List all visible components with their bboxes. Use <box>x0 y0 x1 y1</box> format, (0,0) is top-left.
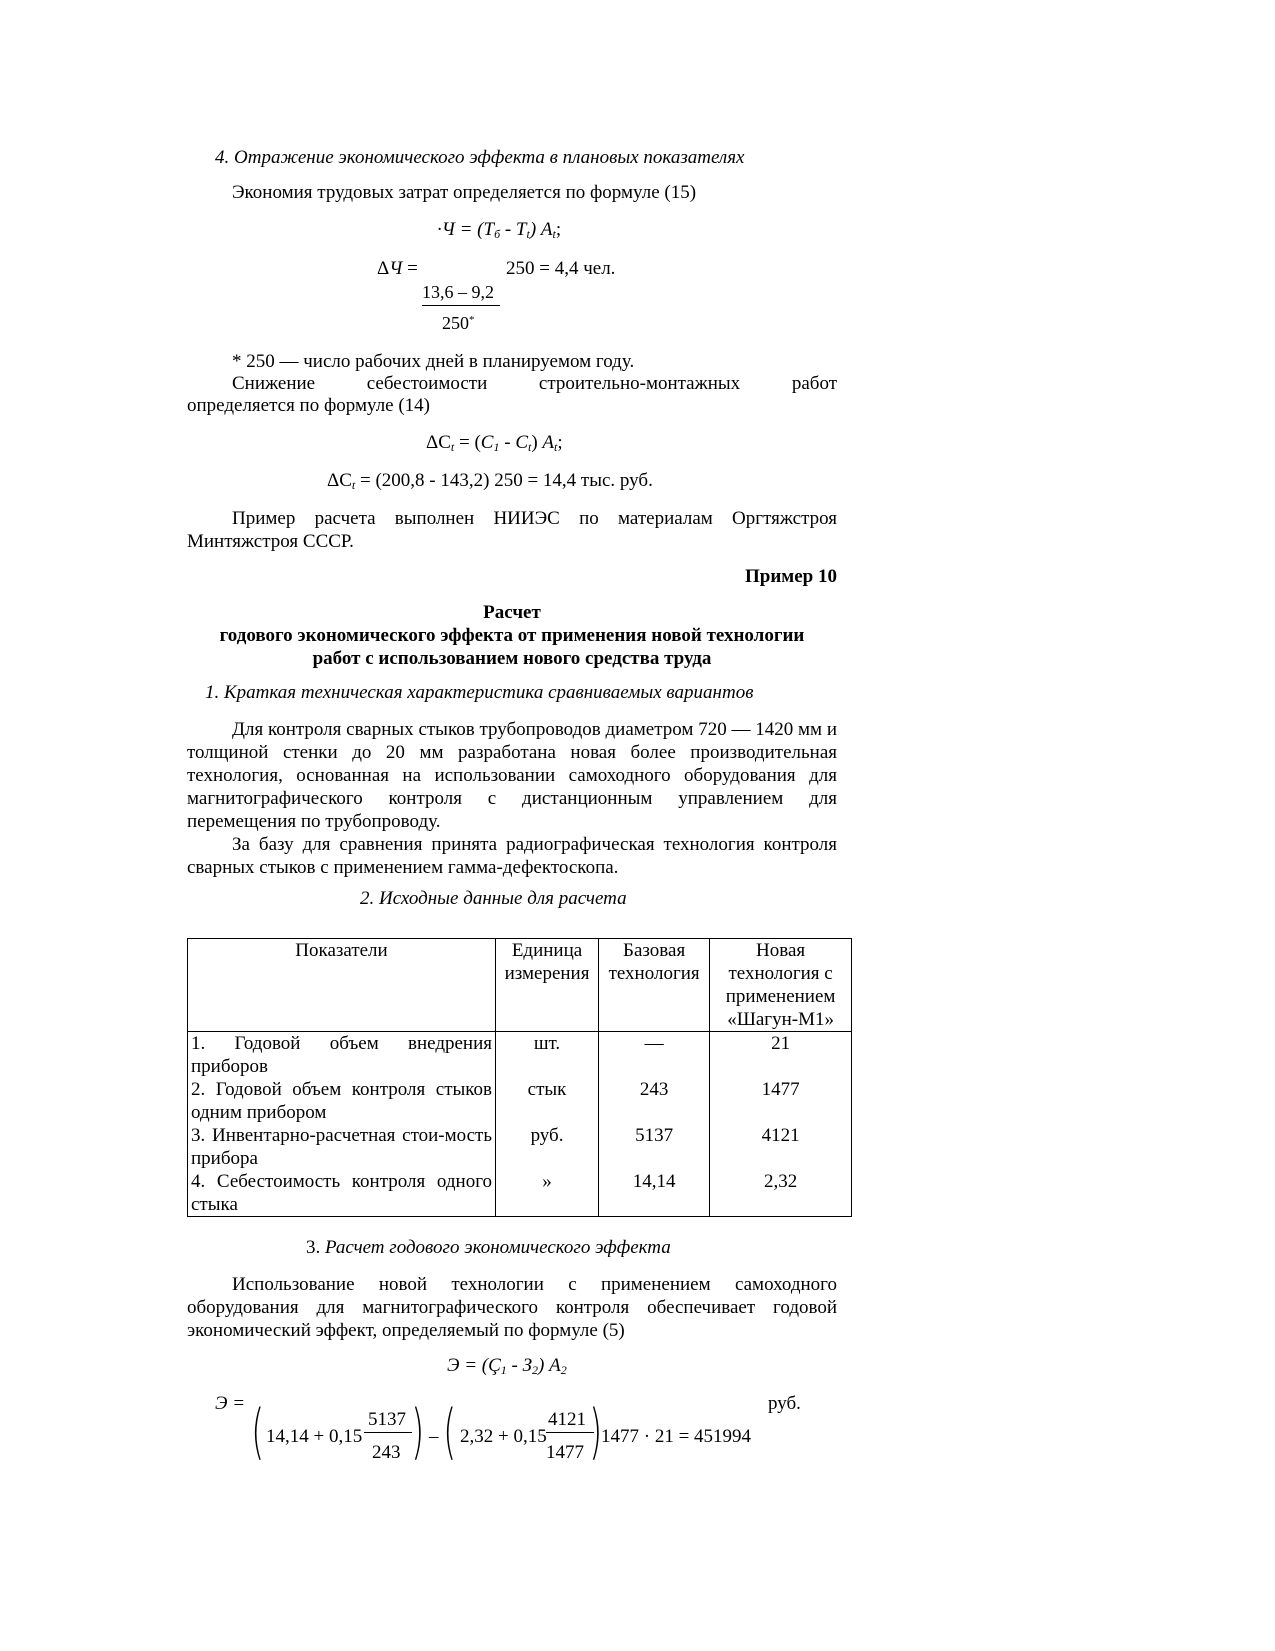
table-header-cell: Единица измерения <box>496 939 599 1032</box>
table-row <box>188 1124 852 1170</box>
cost-formula: $\Delta С_t = (С_1 - С_t)$ $А_t$; <box>426 432 563 454</box>
table-cell: 2. Годовой объем контроля стыков одним прибором <box>188 1078 496 1124</box>
effect-frac1-line <box>364 1432 412 1433</box>
labor-calc-lhs: ΔЧ = <box>377 258 418 279</box>
table-cell: 21 <box>710 1032 852 1079</box>
right-paren-2: ) <box>589 1397 603 1467</box>
table-cell: 1477 <box>710 1078 852 1124</box>
cost-intro-line1: Снижение себестоимости строительно-монтажных работ <box>232 373 837 394</box>
table-header-cell: Показатели <box>188 939 496 1032</box>
effect-tail: 1477 · 21 = 451994 <box>601 1426 752 1447</box>
table-header-cell: Базовая технология <box>599 939 710 1032</box>
title-line3: работ с использованием нового средства труда <box>312 648 712 669</box>
example-label: Пример 10 <box>745 566 837 587</box>
table-cell: 14,14 <box>599 1170 710 1217</box>
labor-intro: Экономия трудовых затрат определяется по формуле (15) <box>232 182 697 203</box>
table-cell: 4121 <box>710 1124 852 1170</box>
effect-frac2-line <box>546 1432 594 1433</box>
cost-calc: $\Delta С_t = (200,8 - 143,2) 250 = 14,4$ тыс. руб. <box>327 470 653 492</box>
effect-term-1: 14,14 + 0,15 <box>266 1426 363 1447</box>
table-cell: 243 <box>599 1078 710 1124</box>
section-1-body <box>187 718 837 879</box>
labor-formula: $\cdot Ч = (Т_б - Т_t)$ $А_t$; <box>437 219 562 241</box>
table-row <box>188 1170 852 1217</box>
labor-footnote: * 250 — число рабочих дней в планируемом году. <box>232 351 635 372</box>
table-header-cell: Новая технология с применением «Шагун-М1» <box>710 939 852 1032</box>
labor-fraction-line <box>422 305 500 306</box>
left-paren-1: ( <box>251 1397 265 1467</box>
cost-intro-line2: определяется по формуле (14) <box>187 395 431 416</box>
table-row <box>188 1032 852 1079</box>
note-paragraph: Пример расчета выполнен НИИЭС по материалам Оргтяжстроя Минтяжстроя СССР. <box>187 508 837 552</box>
effect-frac2-denominator: 1477 <box>546 1442 584 1463</box>
table-row <box>188 1078 852 1124</box>
section-1-paragraph-2: За базу для сравнения принята радиографическая технология контроля сварных стыков с применением гамма-дефектоскопа. <box>187 834 837 878</box>
example-title <box>187 601 837 670</box>
effect-lhs: Э = <box>215 1393 246 1414</box>
effect-frac1-numerator: 5137 <box>368 1409 406 1430</box>
effect-frac1-denominator: 243 <box>372 1442 401 1463</box>
section-1-paragraph-1: Для контроля сварных стыков трубопроводов диаметром 720 — 1420 мм и толщиной стенки до 20 мм разработана новая более производительная технология, основанная на использовании самоходного оборудования для магнитографического контроля с дистанционным управлением для перемещения по трубопроводу. <box>187 719 837 832</box>
source-data-table <box>187 938 852 1217</box>
table-cell: — <box>599 1032 710 1079</box>
effect-frac2-numerator: 4121 <box>548 1409 586 1430</box>
effect-formula: $Э = (Ç_1 - З_2)$ $А_2$ <box>447 1355 567 1377</box>
right-paren-1: ) <box>411 1397 425 1467</box>
section-3-paragraph: Использование новой технологии с применением самоходного оборудования для магнитографического контроля обеспечивает годовой экономический эффект, определяемый по формуле (5) <box>187 1274 837 1341</box>
table-cell: 5137 <box>599 1124 710 1170</box>
section-3-body <box>187 1273 837 1342</box>
section-4-title: 4. Отражение экономического эффекта в плановых показателях <box>215 147 745 168</box>
labor-fraction-numerator: 13,6 – 9,2 <box>422 282 494 302</box>
title-line2: годового экономического эффекта от применения новой технологии <box>219 625 805 646</box>
table-cell: стык <box>496 1078 599 1124</box>
effect-minus: – <box>429 1426 439 1447</box>
left-paren-2: ( <box>443 1397 457 1467</box>
section-1-title: 1. Краткая техническая характеристика сравниваемых вариантов <box>205 682 754 703</box>
effect-term-2: 2,32 + 0,15 <box>460 1426 547 1447</box>
title-line1: Расчет <box>483 602 541 623</box>
table-cell: руб. <box>496 1124 599 1170</box>
table-cell: шт. <box>496 1032 599 1079</box>
labor-fraction-denominator: 250* <box>442 313 475 333</box>
effect-unit: руб. <box>768 1393 801 1414</box>
section-3-title: 3. Расчет годового экономического эффекта <box>306 1237 671 1258</box>
table-header-row <box>188 939 852 1032</box>
labor-calc-rhs: 250 = 4,4 чел. <box>506 258 616 279</box>
table-cell: » <box>496 1170 599 1217</box>
table-cell: 4. Себестоимость контроля одного стыка <box>188 1170 496 1217</box>
section-2-title: 2. Исходные данные для расчета <box>360 888 627 909</box>
table-cell: 2,32 <box>710 1170 852 1217</box>
table-cell: 1. Годовой объем внедрения приборов <box>188 1032 496 1079</box>
table-cell: 3. Инвентарно-расчетная стои-мость прибора <box>188 1124 496 1170</box>
